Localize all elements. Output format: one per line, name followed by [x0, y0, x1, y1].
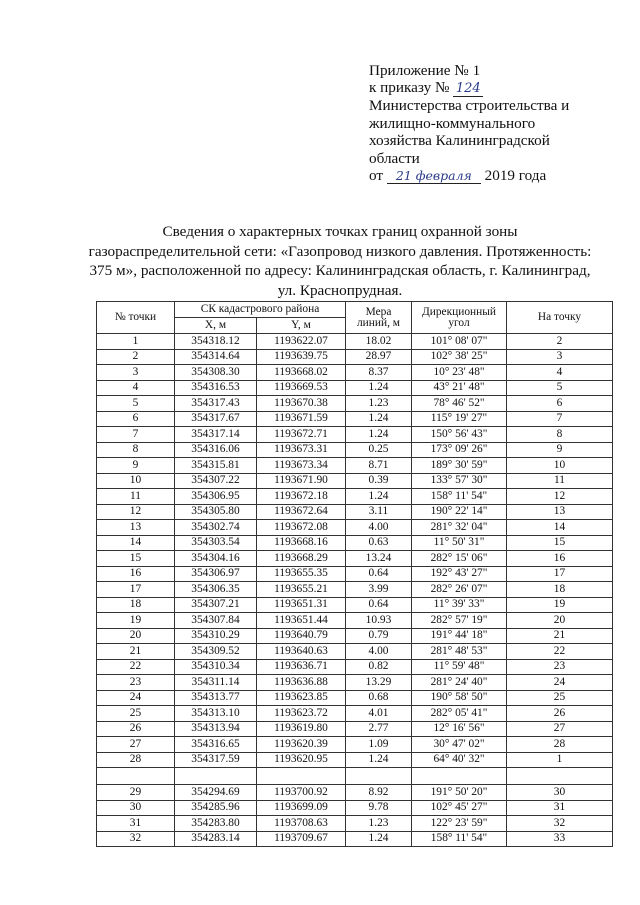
angle-cell: 64° 40' 32" — [412, 752, 507, 768]
y-cell: 1193651.44 — [257, 613, 346, 629]
point-cell: 15 — [97, 551, 175, 567]
x-cell — [175, 768, 257, 785]
to-point-cell: 3 — [507, 349, 613, 365]
x-cell: 354317.59 — [175, 752, 257, 768]
table-row — [97, 504, 613, 520]
x-cell: 354313.77 — [175, 690, 257, 706]
point-cell: 30 — [97, 800, 175, 816]
y-cell: 1193655.35 — [257, 566, 346, 582]
x-cell: 354313.10 — [175, 706, 257, 722]
point-cell: 1 — [97, 334, 175, 350]
measure-cell: 0.25 — [346, 442, 412, 458]
angle-cell: 282° 15' 06" — [412, 551, 507, 567]
x-cell: 354315.81 — [175, 458, 257, 474]
measure-cell: 1.09 — [346, 737, 412, 753]
table-row — [97, 535, 613, 551]
x-cell: 354316.65 — [175, 737, 257, 753]
to-point-cell: 10 — [507, 458, 613, 474]
to-point-cell: 6 — [507, 396, 613, 412]
to-point-cell: 31 — [507, 800, 613, 816]
y-cell: 1193622.07 — [257, 334, 346, 350]
x-cell: 354310.34 — [175, 659, 257, 675]
table-row — [97, 800, 613, 816]
measure-cell: 4.00 — [346, 520, 412, 536]
angle-cell: 102° 45' 27" — [412, 800, 507, 816]
x-cell: 354314.64 — [175, 349, 257, 365]
measure-cell: 8.92 — [346, 785, 412, 801]
table-row — [97, 597, 613, 613]
x-cell: 354317.14 — [175, 427, 257, 443]
to-point-cell: 7 — [507, 411, 613, 427]
table-row — [97, 690, 613, 706]
y-cell: 1193668.29 — [257, 551, 346, 567]
measure-cell: 0.68 — [346, 690, 412, 706]
angle-cell: 191° 50' 20" — [412, 785, 507, 801]
x-cell: 354306.97 — [175, 566, 257, 582]
angle-cell: 150° 56' 43" — [412, 427, 507, 443]
angle-cell: 122° 23' 59" — [412, 816, 507, 832]
x-cell: 354307.22 — [175, 473, 257, 489]
x-cell: 354318.12 — [175, 334, 257, 350]
angle-cell: 281° 48' 53" — [412, 644, 507, 660]
measure-cell: 0.64 — [346, 597, 412, 613]
table-row — [97, 582, 613, 598]
x-cell: 354285.96 — [175, 800, 257, 816]
point-cell: 21 — [97, 644, 175, 660]
header-point: № точки — [97, 302, 175, 334]
point-cell: 9 — [97, 458, 175, 474]
order-line — [369, 79, 629, 97]
measure-cell: 0.82 — [346, 659, 412, 675]
ministry-line-3: хозяйства Калининградской — [369, 132, 550, 150]
point-cell: 29 — [97, 785, 175, 801]
y-cell: 1193672.64 — [257, 504, 346, 520]
to-point-cell: 1 — [507, 752, 613, 768]
point-cell: 25 — [97, 706, 175, 722]
measure-cell: 0.79 — [346, 628, 412, 644]
points-table-body — [97, 334, 613, 847]
y-cell: 1193668.02 — [257, 365, 346, 381]
angle-cell: 282° 26' 07" — [412, 582, 507, 598]
header-angle-line1: Дирекционный — [422, 305, 496, 318]
angle-cell: 78° 46' 52" — [412, 396, 507, 412]
angle-cell: 190° 22' 14" — [412, 504, 507, 520]
point-cell: 12 — [97, 504, 175, 520]
point-cell: 7 — [97, 427, 175, 443]
table-row — [97, 566, 613, 582]
measure-cell: 0.64 — [346, 566, 412, 582]
angle-cell: 158° 11' 54" — [412, 831, 507, 847]
title-line-2: газораспределительной сети: «Газопровод низкого давления. Протяженность: — [88, 242, 592, 260]
table-row — [97, 396, 613, 412]
y-cell: 1193672.18 — [257, 489, 346, 505]
point-cell: 23 — [97, 675, 175, 691]
measure-cell: 13.29 — [346, 675, 412, 691]
angle-cell: 30° 47' 02" — [412, 737, 507, 753]
table-row — [97, 380, 613, 396]
appendix-title: Приложение № 1 — [369, 62, 481, 79]
table-row — [97, 613, 613, 629]
measure-cell: 0.39 — [346, 473, 412, 489]
y-cell: 1193672.71 — [257, 427, 346, 443]
y-cell: 1193700.92 — [257, 785, 346, 801]
point-cell: 22 — [97, 659, 175, 675]
table-row — [97, 706, 613, 722]
header-x: X, м — [175, 318, 257, 334]
x-cell: 354309.52 — [175, 644, 257, 660]
angle-cell: 158° 11' 54" — [412, 489, 507, 505]
x-cell: 354305.80 — [175, 504, 257, 520]
to-point-cell: 25 — [507, 690, 613, 706]
x-cell: 354307.84 — [175, 613, 257, 629]
measure-cell — [346, 768, 412, 785]
angle-cell: 133° 57' 30" — [412, 473, 507, 489]
order-prefix: к приказу № — [369, 79, 450, 97]
table-row — [97, 520, 613, 536]
table-row — [97, 365, 613, 381]
y-cell: 1193640.79 — [257, 628, 346, 644]
y-cell: 1193668.16 — [257, 535, 346, 551]
point-cell: 13 — [97, 520, 175, 536]
title-line-1: Сведения о характерных точках границ охранной зоны — [162, 223, 518, 240]
angle-cell: 173° 09' 26" — [412, 442, 507, 458]
table-row — [97, 816, 613, 832]
point-cell: 2 — [97, 349, 175, 365]
x-cell: 354294.69 — [175, 785, 257, 801]
to-point-cell: 24 — [507, 675, 613, 691]
point-cell: 16 — [97, 566, 175, 582]
point-cell: 10 — [97, 473, 175, 489]
point-cell: 24 — [97, 690, 175, 706]
to-point-cell: 16 — [507, 551, 613, 567]
table-row — [97, 442, 613, 458]
to-point-cell: 19 — [507, 597, 613, 613]
y-cell: 1193708.63 — [257, 816, 346, 832]
y-cell: 1193699.09 — [257, 800, 346, 816]
x-cell: 354313.94 — [175, 721, 257, 737]
measure-cell: 4.01 — [346, 706, 412, 722]
angle-cell: 115° 19' 27" — [412, 411, 507, 427]
to-point-cell: 32 — [507, 816, 613, 832]
point-cell: 20 — [97, 628, 175, 644]
x-cell: 354311.14 — [175, 675, 257, 691]
measure-cell: 3.11 — [346, 504, 412, 520]
measure-cell: 10.93 — [346, 613, 412, 629]
y-cell: 1193623.85 — [257, 690, 346, 706]
measure-cell: 1.23 — [346, 396, 412, 412]
x-cell: 354307.21 — [175, 597, 257, 613]
order-number-handwritten: 124 — [453, 82, 483, 97]
date-line — [369, 167, 629, 184]
angle-cell: 281° 24' 40" — [412, 675, 507, 691]
angle-cell: 12° 16' 56" — [412, 721, 507, 737]
header-cs: СК кадастрового района — [175, 302, 346, 318]
table-row — [97, 831, 613, 847]
table-row — [97, 721, 613, 737]
date-prefix: от — [369, 167, 384, 185]
y-cell: 1193636.88 — [257, 675, 346, 691]
table-row — [97, 628, 613, 644]
header-angle-line2: угол — [448, 316, 470, 329]
angle-cell: 189° 30' 59" — [412, 458, 507, 474]
date-handwritten: 21 февраля — [387, 169, 481, 184]
to-point-cell: 4 — [507, 365, 613, 381]
y-cell: 1193669.53 — [257, 380, 346, 396]
appendix-block — [369, 62, 629, 184]
table-row — [97, 489, 613, 505]
to-point-cell: 20 — [507, 613, 613, 629]
measure-cell: 1.24 — [346, 831, 412, 847]
x-cell: 354308.30 — [175, 365, 257, 381]
to-point-cell: 12 — [507, 489, 613, 505]
to-point-cell: 15 — [507, 535, 613, 551]
angle-cell: 43° 21' 48" — [412, 380, 507, 396]
angle-cell: 281° 32' 04" — [412, 520, 507, 536]
measure-cell: 13.24 — [346, 551, 412, 567]
ministry-line-1: Министерства строительства и — [369, 97, 570, 115]
angle-cell: 11° 59' 48" — [412, 659, 507, 675]
points-table — [96, 301, 613, 847]
x-cell: 354317.67 — [175, 411, 257, 427]
header-to-point: На точку — [507, 302, 613, 334]
y-cell: 1193619.80 — [257, 721, 346, 737]
to-point-cell: 17 — [507, 566, 613, 582]
angle-cell: 191° 44' 18" — [412, 628, 507, 644]
measure-cell: 1.24 — [346, 380, 412, 396]
angle-cell: 10° 23' 48" — [412, 365, 507, 381]
measure-cell: 1.24 — [346, 752, 412, 768]
y-cell: 1193670.38 — [257, 396, 346, 412]
x-cell: 354317.43 — [175, 396, 257, 412]
title-line-3: 375 м», расположенной по адресу: Калининградская область, г. Калининград, — [89, 262, 591, 279]
y-cell: 1193640.63 — [257, 644, 346, 660]
x-cell: 354283.14 — [175, 831, 257, 847]
y-cell: 1193636.71 — [257, 659, 346, 675]
table-row — [97, 427, 613, 443]
point-cell — [97, 768, 175, 785]
y-cell: 1193673.34 — [257, 458, 346, 474]
table-row — [97, 458, 613, 474]
angle-cell: 11° 39' 33" — [412, 597, 507, 613]
x-cell: 354306.95 — [175, 489, 257, 505]
to-point-cell: 28 — [507, 737, 613, 753]
point-cell: 19 — [97, 613, 175, 629]
angle-cell: 192° 43' 27" — [412, 566, 507, 582]
x-cell: 354303.54 — [175, 535, 257, 551]
measure-cell: 1.24 — [346, 427, 412, 443]
point-cell: 8 — [97, 442, 175, 458]
y-cell: 1193671.59 — [257, 411, 346, 427]
table-row — [97, 551, 613, 567]
to-point-cell: 26 — [507, 706, 613, 722]
table-row — [97, 411, 613, 427]
x-cell: 354316.53 — [175, 380, 257, 396]
x-cell: 354306.35 — [175, 582, 257, 598]
to-point-cell: 21 — [507, 628, 613, 644]
ministry-line-4: области — [369, 149, 420, 167]
to-point-cell: 8 — [507, 427, 613, 443]
to-point-cell: 2 — [507, 334, 613, 350]
to-point-cell: 11 — [507, 473, 613, 489]
measure-cell: 1.24 — [346, 489, 412, 505]
point-cell: 5 — [97, 396, 175, 412]
to-point-cell: 13 — [507, 504, 613, 520]
measure-cell: 2.77 — [346, 721, 412, 737]
x-cell: 354302.74 — [175, 520, 257, 536]
angle-cell: 282° 57' 19" — [412, 613, 507, 629]
angle-cell: 282° 05' 41" — [412, 706, 507, 722]
table-row — [97, 644, 613, 660]
angle-cell — [412, 768, 507, 785]
measure-cell: 1.23 — [346, 816, 412, 832]
y-cell: 1193651.31 — [257, 597, 346, 613]
header-measure-line2: линий, м — [357, 316, 400, 329]
angle-cell: 101° 08' 07" — [412, 334, 507, 350]
table-row — [97, 675, 613, 691]
x-cell: 354283.80 — [175, 816, 257, 832]
to-point-cell — [507, 768, 613, 785]
point-cell: 27 — [97, 737, 175, 753]
document-title — [60, 222, 620, 300]
y-cell — [257, 768, 346, 785]
y-cell: 1193671.90 — [257, 473, 346, 489]
point-cell: 4 — [97, 380, 175, 396]
measure-cell: 1.24 — [346, 411, 412, 427]
to-point-cell: 5 — [507, 380, 613, 396]
table-row — [97, 785, 613, 801]
point-cell: 3 — [97, 365, 175, 381]
y-cell: 1193709.67 — [257, 831, 346, 847]
point-cell: 6 — [97, 411, 175, 427]
angle-cell: 102° 38' 25" — [412, 349, 507, 365]
point-cell: 32 — [97, 831, 175, 847]
measure-cell: 0.63 — [346, 535, 412, 551]
point-cell: 18 — [97, 597, 175, 613]
y-cell: 1193672.08 — [257, 520, 346, 536]
measure-cell: 8.71 — [346, 458, 412, 474]
title-line-4: ул. Краснопрудная. — [277, 281, 403, 299]
point-cell: 26 — [97, 721, 175, 737]
point-cell: 14 — [97, 535, 175, 551]
to-point-cell: 22 — [507, 644, 613, 660]
table-row — [97, 752, 613, 768]
table-row — [97, 334, 613, 350]
point-cell: 28 — [97, 752, 175, 768]
point-cell: 31 — [97, 816, 175, 832]
measure-cell: 9.78 — [346, 800, 412, 816]
y-cell: 1193620.95 — [257, 752, 346, 768]
to-point-cell: 23 — [507, 659, 613, 675]
table-row — [97, 737, 613, 753]
y-cell: 1193655.21 — [257, 582, 346, 598]
table-row — [97, 768, 613, 785]
header-measure — [346, 302, 412, 334]
measure-cell: 4.00 — [346, 644, 412, 660]
measure-cell: 28.97 — [346, 349, 412, 365]
to-point-cell: 27 — [507, 721, 613, 737]
y-cell: 1193623.72 — [257, 706, 346, 722]
angle-cell: 190° 58' 50" — [412, 690, 507, 706]
to-point-cell: 18 — [507, 582, 613, 598]
to-point-cell: 14 — [507, 520, 613, 536]
y-cell: 1193639.75 — [257, 349, 346, 365]
to-point-cell: 30 — [507, 785, 613, 801]
angle-cell: 11° 50' 31" — [412, 535, 507, 551]
to-point-cell: 33 — [507, 831, 613, 847]
x-cell: 354304.16 — [175, 551, 257, 567]
header-angle — [412, 302, 507, 334]
to-point-cell: 9 — [507, 442, 613, 458]
point-cell: 11 — [97, 489, 175, 505]
measure-cell: 3.99 — [346, 582, 412, 598]
table-row — [97, 473, 613, 489]
date-suffix: 2019 года — [484, 167, 547, 185]
y-cell: 1193620.39 — [257, 737, 346, 753]
header-measure-line1: Мера — [365, 305, 392, 318]
header-y: Y, м — [257, 318, 346, 334]
measure-cell: 8.37 — [346, 365, 412, 381]
table-row — [97, 349, 613, 365]
ministry-line-2: жилищно-коммунального — [369, 114, 536, 132]
table-row — [97, 659, 613, 675]
x-cell: 354316.06 — [175, 442, 257, 458]
x-cell: 354310.29 — [175, 628, 257, 644]
point-cell: 17 — [97, 582, 175, 598]
y-cell: 1193673.31 — [257, 442, 346, 458]
measure-cell: 18.02 — [346, 334, 412, 350]
